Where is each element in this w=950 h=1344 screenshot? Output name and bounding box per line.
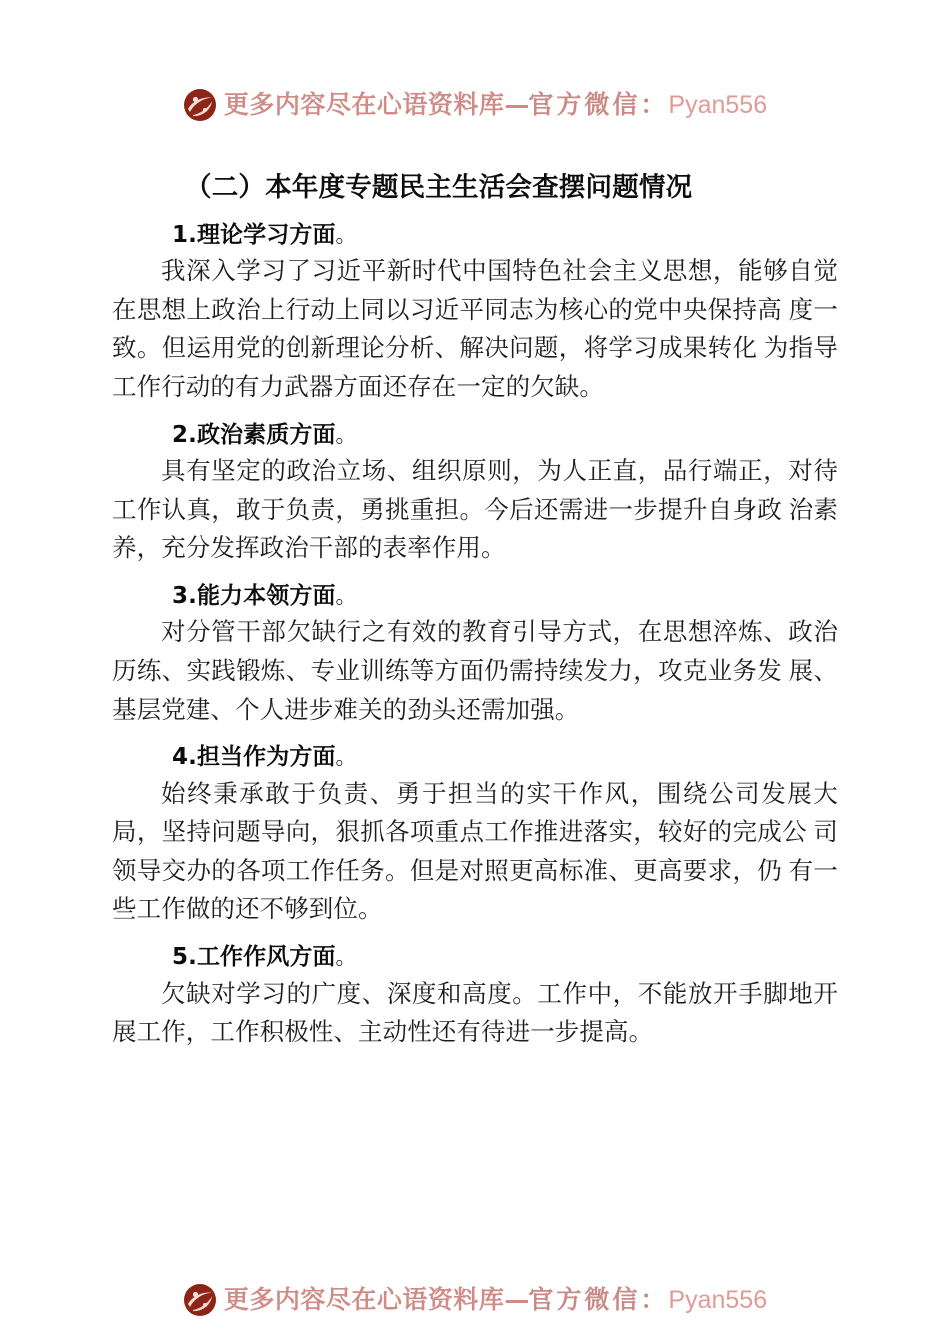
section-heading-5-label: 5.工作作风方面: [172, 944, 336, 971]
watermark-wechat-id: Pyan556: [668, 91, 768, 119]
watermark-dash: —: [504, 90, 529, 119]
section-heading-1-period: 。: [335, 222, 357, 247]
section-heading-5: [112, 940, 838, 975]
section-heading-4: [112, 740, 838, 775]
header-watermark: [0, 88, 950, 122]
section-heading-4-label: 4.担当作为方面: [172, 744, 336, 771]
section-body-5: 欠缺对学习的广度、深度和高度。工作中，不能放开手脚地开展工作，工作积极性、主动性还有待进一步提高。: [112, 980, 838, 1047]
section-body-4: 始终秉承敢于负责、勇于担当的实干作风，围绕公司发展大局，坚持问题导向，狠抓各项重点工作推进落实，较好的完成公 司领导交办的各项工作任务。但是对照更高标准、更高要求，仍 有一些工作做的还不够到位。: [112, 780, 838, 924]
watermark-text: [224, 92, 767, 118]
section-body-1: 我深入学习了习近平新时代中国特色社会主义思想，能够自觉在思想上政治上行动上同以习近平同志为核心的党中央保持高 度一致。但运用党的创新理论分析、解决问题，将学习成果转化 为指导工作行动的有力武器方面还存在一定的欠缺。: [112, 258, 838, 402]
document-body: [112, 170, 838, 1053]
seal-logo-icon: [183, 88, 217, 122]
section-heading-2: [112, 418, 838, 453]
watermark-wechat-id: Pyan556: [668, 1286, 768, 1314]
section-heading-1: [112, 218, 838, 253]
section-body-3: 对分管干部欠缺行之有效的教育引导方式，在思想淬炼、政治历练、实践锻炼、专业训练等方面仍需持续发力，攻克业务发 展、基层党建、个人进步难关的劲头还需加强。: [112, 619, 838, 724]
watermark-wechat-label: 官方微信：: [528, 1285, 669, 1314]
section-heading-2-period: 。: [335, 422, 357, 447]
watermark-text: [224, 1287, 767, 1313]
watermark-site-name: 更多内容尽在心语资料库: [223, 90, 505, 119]
section-heading-2-label: 2.政治素质方面: [172, 421, 336, 448]
watermark-dash: —: [504, 1285, 529, 1314]
section-heading-3-period: 。: [335, 583, 357, 608]
page-title: （二）本年度专题民主生活会查摆问题情况: [185, 172, 693, 203]
watermark-wechat-label: 官方微信：: [528, 90, 669, 119]
section-heading-3-label: 3.能力本领方面: [172, 582, 336, 609]
seal-logo-icon: [183, 1283, 217, 1317]
section-heading-1-label: 1.理论学习方面: [172, 221, 336, 248]
section-body-2: 具有坚定的政治立场、组织原则，为人正直，品行端正，对待工作认真，敢于负责，勇挑重担。今后还需进一步提升自身政 治素养，充分发挥政治干部的表率作用。: [112, 458, 838, 563]
section-heading-5-period: 。: [335, 945, 357, 970]
section-heading-4-period: 。: [335, 745, 357, 770]
section-heading-3: [112, 579, 838, 614]
watermark-site-name: 更多内容尽在心语资料库: [223, 1285, 505, 1314]
footer-watermark: [0, 1283, 950, 1317]
